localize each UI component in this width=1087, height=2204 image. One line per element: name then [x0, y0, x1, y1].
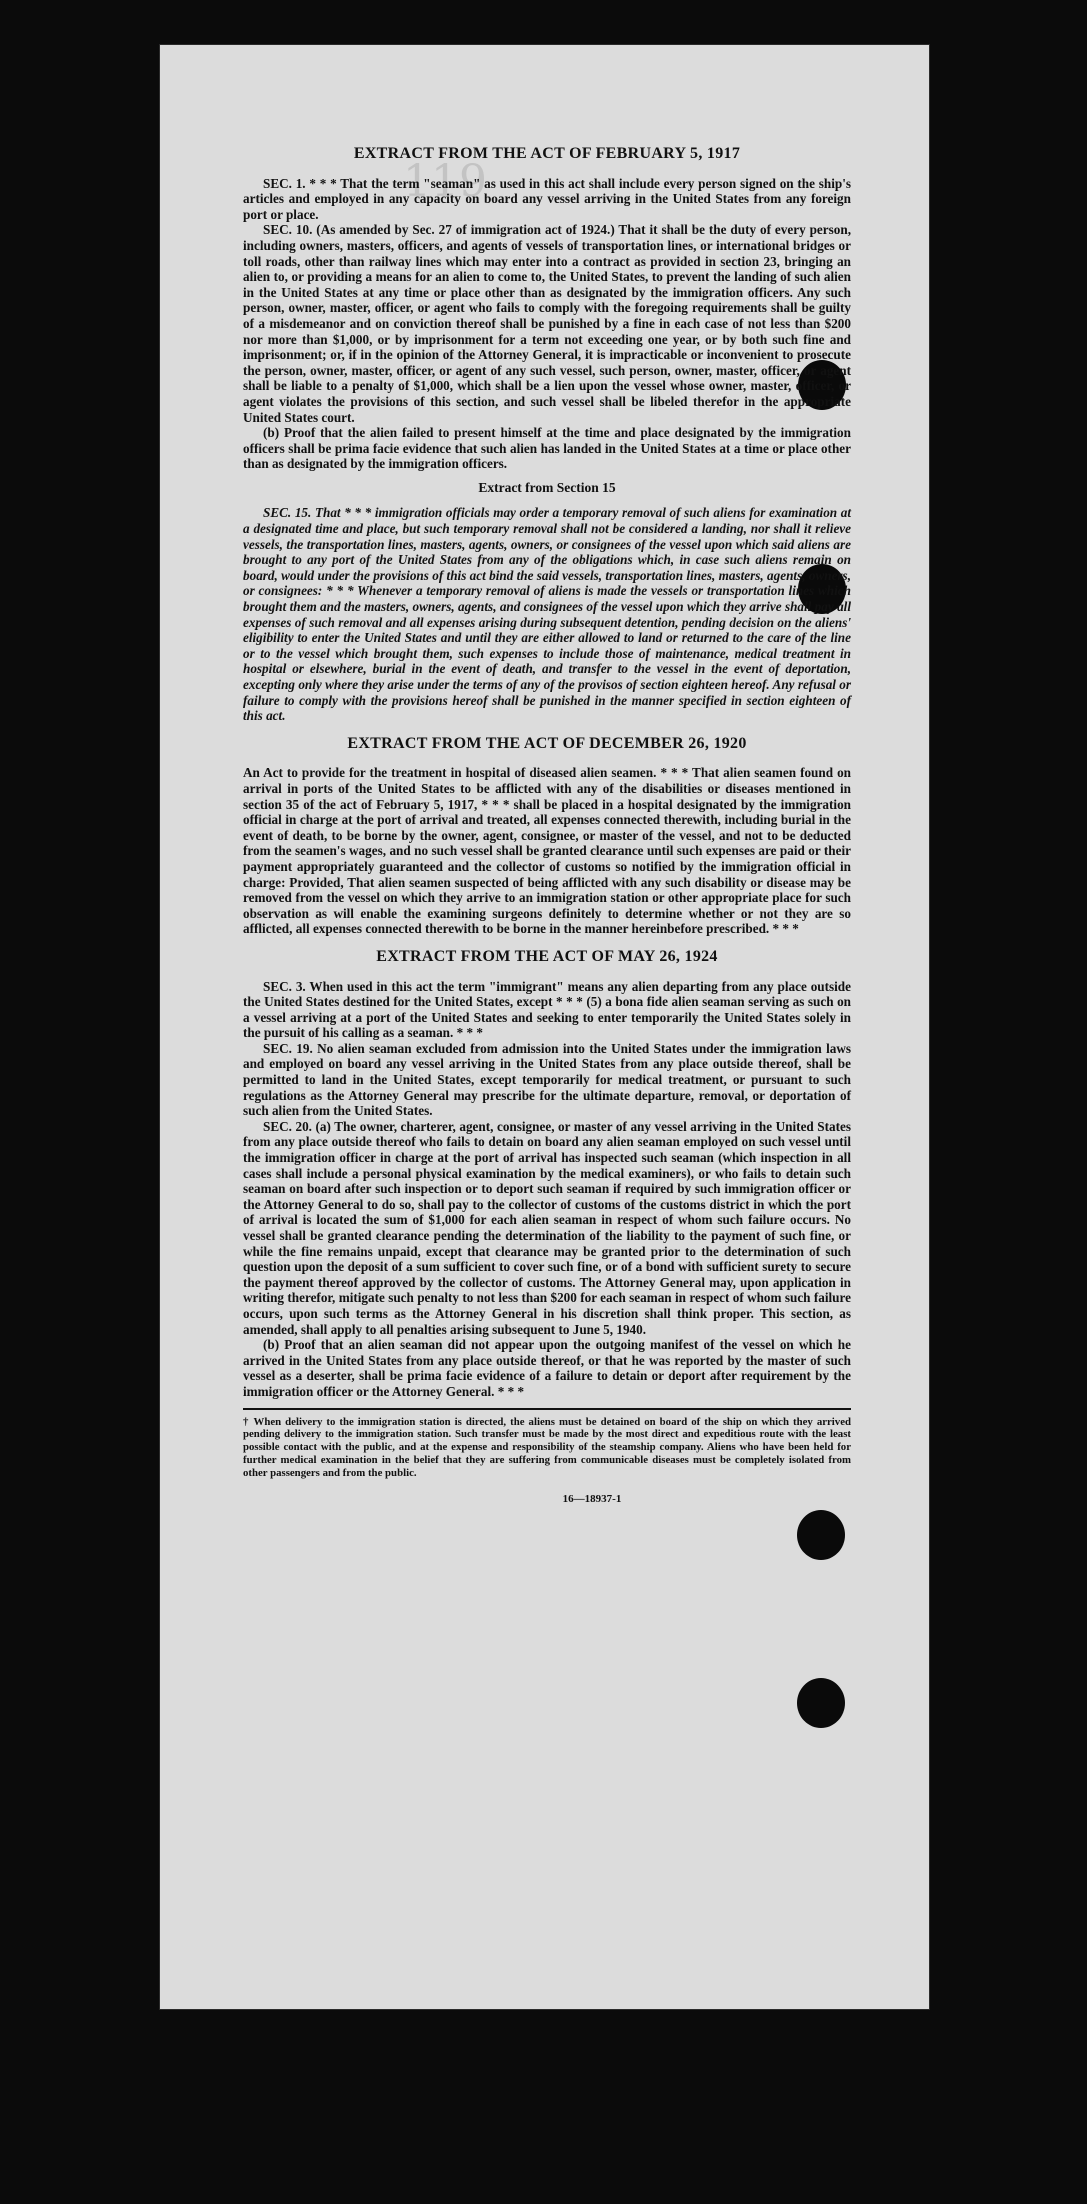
page-stamp: 119: [403, 156, 487, 207]
act-1920-paragraph: An Act to provide for the treatment in hospital of diseased alien seamen. * * * That alien seamen found on arrival in ports of the United States to be afflicted with any of the disabilities or diseases mentioned in section 35 of the act of February 5, 1917, * * * shall be placed in a hospital designated by the immigration official in charge at the port of arrival and treated, all expenses connected therewith, including burial in the event of death, to be borne by the owner, agent, consignee, or master of the vessel, and not to be deducted from the seamen's wages, and no such vessel shall be granted clearance until such expenses are paid or their payment appropriately guaranteed and the collector of customs so notified by the immigration official in charge: Provided, That alien seamen suspected of being afflicted with any such disability or disease may be removed from the vessel on which they arrive to an immigration station or other appropriate place for such observation as will enable the examining surgeons definitely to determine whether or not they are so afflicted, all expenses connected therewith to be borne in the manner hereinbefore prescribed. * * *: [243, 765, 851, 937]
punch-hole: [797, 1678, 845, 1728]
section-1-paragraph: SEC. 1. * * * That the term "seaman" as used in this act shall include every person signed on the ship's articles and employed in any capacity on board any vessel arriving in the United States from any foreign port or place.: [243, 175, 851, 222]
punch-hole: [797, 1510, 845, 1560]
footnote: † When delivery to the immigration station is directed, the aliens must be detained on board of the ship on which they arrived pending delivery to the immigration station. Such transfer must be made by the most direct and expeditious route with the least possible contact with the public, and at the expense and responsibility of the steamship company. Aliens who have been held for further medical examination in the belief that they are suffering from communicable diseases must be completely isolated from other passengers and from the public.: [243, 1415, 851, 1479]
document-page: [159, 44, 930, 2010]
heading-act-1917: EXTRACT FROM THE ACT OF FEBRUARY 5, 1917: [353, 145, 741, 162]
heading-section-15: Extract from Section 15: [478, 479, 616, 495]
section-20b-paragraph: (b) Proof that an alien seaman did not appear upon the outgoing manifest of the vessel on which he arrived in the United States from any place outside thereof, or that he was reported by the master of such vessel as a deserter, shall be prima facie evidence of a failure to detain or deport after requirement by the immigration officer or the Attorney General. * * *: [243, 1337, 851, 1399]
section-19-paragraph: SEC. 19. No alien seaman excluded from admission into the United States under the immigration laws and employed on board any vessel arriving in the United States from any place outside thereof, shall be permitted to land in the United States, except temporarily for medical treatment, or pursuant to such regulations as the Attorney General may prescribe for the ultimate departure, removal, or deportation of such alien from the United States.: [243, 1040, 851, 1119]
section-10b-paragraph: (b) Proof that the alien failed to present himself at the time and place designated by the immigration officers shall be prima facie evidence that such alien has landed in the United States at a time or place other than as designated by the immigration officers.: [243, 425, 851, 472]
heading-act-1920: EXTRACT FROM THE ACT OF DECEMBER 26, 1920: [347, 734, 747, 752]
heading-act-1924: EXTRACT FROM THE ACT OF MAY 26, 1924: [376, 947, 718, 965]
section-15-paragraph: SEC. 15. That * * * immigration officials may order a temporary removal of such aliens for examination at a designated time and place, but such temporary removal shall not be considered a landing, nor shall it relieve vessels, the transportation lines, masters, agents, owners, or consignees of the vessel upon which said aliens are brought to any port of the United States from any of the obligations which, in case such aliens remain on board, would under the provisions of this act bind the said vessels, transportation lines, masters, agents, owners, or consignees: * * * Whenever a temporary removal of aliens is made the vessels or transportation lines which brought them and the masters, owners, agents, and consignees of the vessel upon which they arrive shall pay all expenses of such removal and all expenses arising during subsequent detention, pending decision on the aliens' eligibility to enter the United States and until they are either allowed to land or returned to the care of the line or to the vessel which brought them, such expenses to include those of maintenance, medical treatment in hospital or elsewhere, burial in the event of death, and transfer to the vessel in the event of deportation, excepting only where they arise under the terms of any of the provisos of section eighteen hereof. Any refusal or failure to comply with the provisions hereof shall be punished in the manner specified in section eighteen of this act.: [243, 505, 851, 724]
document-body: [243, 146, 851, 1507]
form-number: 16—18937-1: [562, 1492, 622, 1505]
section-3-paragraph: SEC. 3. When used in this act the term "immigrant" means any alien departing from any place outside the United States destined for the United States, except * * * (5) a bona fide alien seaman serving as such on a vessel arriving at a port of the United States and seeking to enter temporarily the United States solely in the pursuit of his calling as a seaman. * * *: [243, 978, 851, 1041]
section-20a-paragraph: SEC. 20. (a) The owner, charterer, agent, consignee, or master of any vessel arriving in the United States from any place outside thereof who fails to detain on board any alien seaman employed on such vessel until the immigration officer in charge at the port of arrival has inspected such seaman (which inspection in all cases shall include a personal physical examination by the medical examiners), or who fails to detain such seaman on board after such inspection or to deport such seaman if required by such immigration officer or the Attorney General to do so, shall pay to the collector of customs of the customs district in which the port of arrival is located the sum of $1,000 for each alien seaman in respect of whom such failure occurs. No vessel shall be granted clearance pending the determination of the liability to the payment of such fine, or while the fine remains unpaid, except that clearance may be granted prior to the determination of such question upon the deposit of a sum sufficient to cover such fine, or of a bond with sufficient surety to secure the payment thereof approved by the collector of customs. The Attorney General may, upon application in writing therefor, mitigate such penalty to not less than $200 for each seaman in respect of whom such failure occurs, upon such terms as the Attorney General in his discretion shall think proper. This section, as amended, shall apply to all penalties arising subsequent to June 5, 1940.: [243, 1118, 851, 1337]
footnote-divider: [243, 1408, 851, 1410]
section-10-paragraph: SEC. 10. (As amended by Sec. 27 of immigration act of 1924.) That it shall be the duty of every person, including owners, masters, officers, and agents of vessels of transportation lines, or international bridges or toll roads, other than railway lines which may enter into a contract as provided in section 23, bringing an alien to, or providing a means for an alien to come to, the United States, to prevent the landing of such alien in the United States at any time or place other than as designated by the immigration officers. Any such person, owner, master, officer, or agent who fails to comply with the foregoing requirements shall be guilty of a misdemeanor and on conviction thereof shall be punished by a fine in each case of not less than $200 nor more than $1,000, or by imprisonment for a term not exceeding one year, or by both such fine and imprisonment; or, if in the opinion of the Attorney General, it is impracticable or inconvenient to prosecute the person, owner, master, officer, or agent of any such vessel, such person, owner, master, officer, or agent shall be liable to a penalty of $1,000, which shall be a lien upon the vessel whose owner, master, officer, or agent violates the provisions of this section, and such vessel shall be libeled therefor in the appropriate United States court.: [243, 222, 851, 425]
